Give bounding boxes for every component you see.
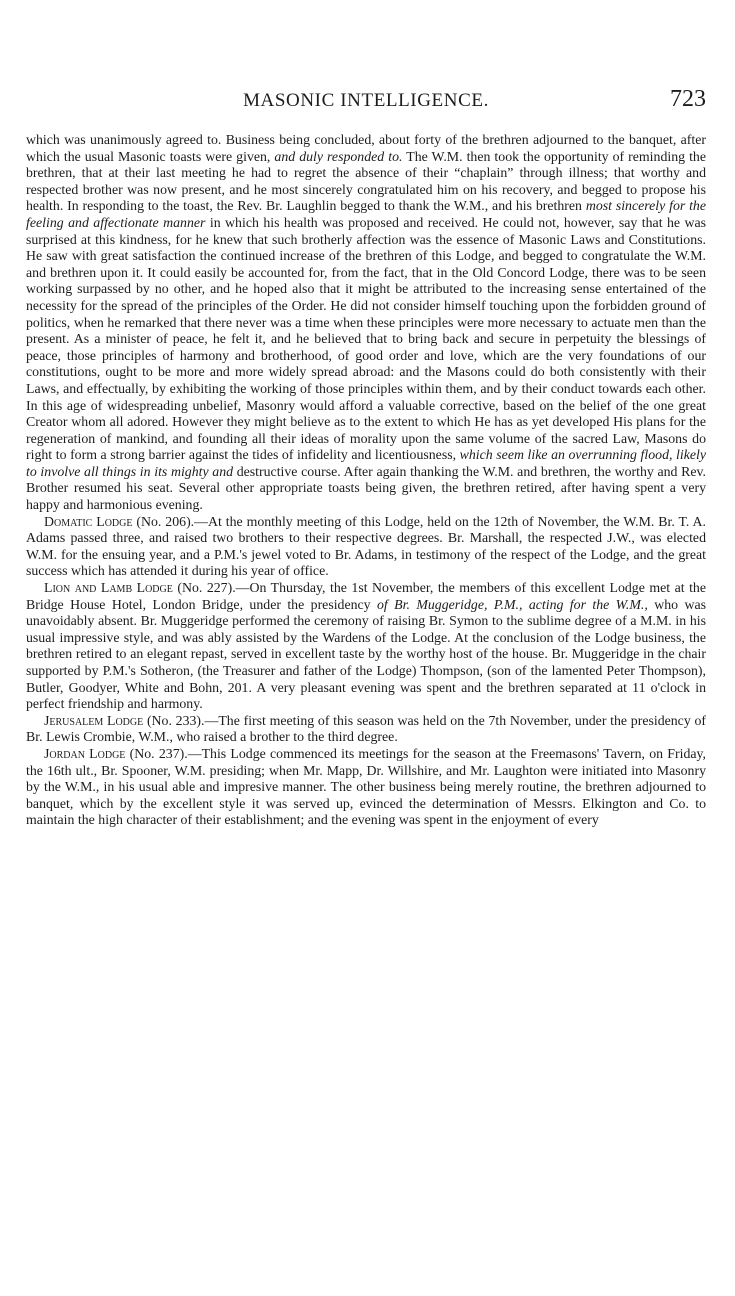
intro-text-2: The W.M. then took the opportunity of reminding the brethren, that at their last meeting he had to regret the absence of their “chaplain” through illness; that worthy and respected brother was now present, and he most sincerely congratulated him on his recovery, and begged to propose his health. In responding to the toast, the Rev. Br. Laughlin begged to thank the W.M., and his brethren [26,148,706,214]
page-number: 723 [670,86,706,112]
lodge-report-italic: of Br. Muggeridge, P.M., acting for the W.M., [377,596,648,612]
lodge-entry-jerusalem [26,713,706,746]
lodge-entry-lion-and-lamb [26,580,706,713]
lodge-entry-domatic [26,514,706,580]
lodge-report: —This Lodge commenced its meetings for the season at the Freemasons' Tavern, on Friday, the 16th ult., Br. Spooner, W.M. presiding; when Mr. Mapp, Dr. Willshire, and Mr. Laughton were initiated into Masonry by the W.M., in his usual able and impresive manner. The other business being merely routine, the brethren adjourned to banquet, which by the excellent style it was served up, evinced the determination of Messrs. Elkington and Co. to maintain the high character of their establishment; and the evening was spent in the enjoyment of every [26,745,706,828]
lodge-report: —The first meeting of this season was held on the 7th November, under the presidency of Br. Lewis Crombie, W.M., who raised a brother to the third degree. [26,712,706,745]
intro-italic-1: and duly responded to. [274,148,403,164]
lodge-name: Jerusalem Lodge [44,712,144,728]
lodge-number: (No. 237). [125,745,188,761]
lodge-report: —On Thursday, the 1st November, the members of this excellent Lodge met at the Bridge House Hotel, London Bridge, under the presidency [26,580,706,612]
lodge-entry-jordan [26,746,706,829]
lodge-report: —At the monthly meeting of this Lodge, held on the 12th of November, the W.M. Br. T. A. Adams passed three, and raised two brothers to their respective degrees. Br. Marshall, the respected J.W., was elected W.M. for the ensuing year, and a P.M.'s jewel voted to Br. Adams, in testimony of the respect of the Lodge, and the great success which has attended it during his year of office. [26,513,706,579]
intro-italic-2: most sincerely for the feeling and affectionate manner [26,198,706,230]
intro-text-1: which was unanimously agreed to. Business being concluded, about forty of the brethren adjourned to the banquet, after which the usual Masonic toasts were given, [26,132,706,164]
lodge-report-continued: who was unavoidably absent. Br. Muggeridge performed the ceremony of raising Br. Symon to the sublime degree of a M.M. in his usual impressive style, and was ably assisted by the Wardens of the Lodge. At the conclusion of the Lodge business, the brethren retired to an elegant repast, served in excellent taste by the worthy host of the house. Br. Muggeridge in the chair supported by P.M.'s Sotheron, (the Treasurer and father of the Lodge) Thompson, (son of the lamented Peter Thompson), Butler, Goodyer, White and Bohn, 201. A very pleasant evening was spent and the brethren separated at 11 o'clock in perfect friendship and harmony. [26,596,706,712]
lodge-number: (No. 206). [132,513,195,529]
lodge-name: Domatic Lodge [44,513,133,529]
intro-paragraph [26,132,706,514]
lodge-number: (No. 227). [172,580,236,596]
running-head: MASONIC INTELLIGENCE. [243,90,489,111]
page-header [26,86,706,116]
intro-italic-3: which seem like an overrunning flood, likely to involve all things in its mighty and [26,447,706,479]
intro-text-3: in which his health was proposed and received. He could not, however, say that he was surprised at this kindness, for he knew that such brotherly affection was the essence of Masonic Laws and Constitutions. He saw with great satisfaction the continued increase of the brethren of this Lodge, and begged to congratulate the W.M. and brethren upon it. It could easily be accounted for, from the fact, that in the Old Concord Lodge, there was to be seen working surpassed by no other, and he hoped also that it might be attributed to the increasing sense entertained of the necessity for the spread of the principles of the Order. He did not consider himself touching upon the forbidden ground of politics, when he remarked that there never was a time when these principles were more necessary to actuate men than the present. As a minister of peace, he felt it, and he believed that to bring back and secure in perpetuity the blessings of peace, those principles of harmony and brotherhood, of good order and love, which are the very foundations of our constitutions, ought to be more and more widely spread abroad: and the Masons could do both consistently with their Laws, and effectually, by exhibiting the working of those principles within them, and by their conduct towards each other. In this age of widespreading unbelief, Masonry would afford a valuable corrective, based on the belief of the one great Creator whom all adored. However they might believe as to the extent to which He has as yet developed His plans for the regeneration of mankind, and founding all their ideas of morality upon the same volume of the sacred Law, Masons do right to form a strong barrier against the tides of infidelity and licentiousness, [26,214,707,463]
article-body [26,132,706,829]
intro-text-4: destructive course. After again thanking the W.M. and brethren, the worthy and Rev. Brother resumed his seat. Several other appropriate toasts being given, the brethren retired, after having spent a very happy and harmonious evening. [26,463,706,513]
lodge-number: (No. 233). [143,712,205,728]
lodge-name: Lion and Lamb Lodge [44,580,173,596]
lodge-name: Jordan Lodge [44,745,126,761]
